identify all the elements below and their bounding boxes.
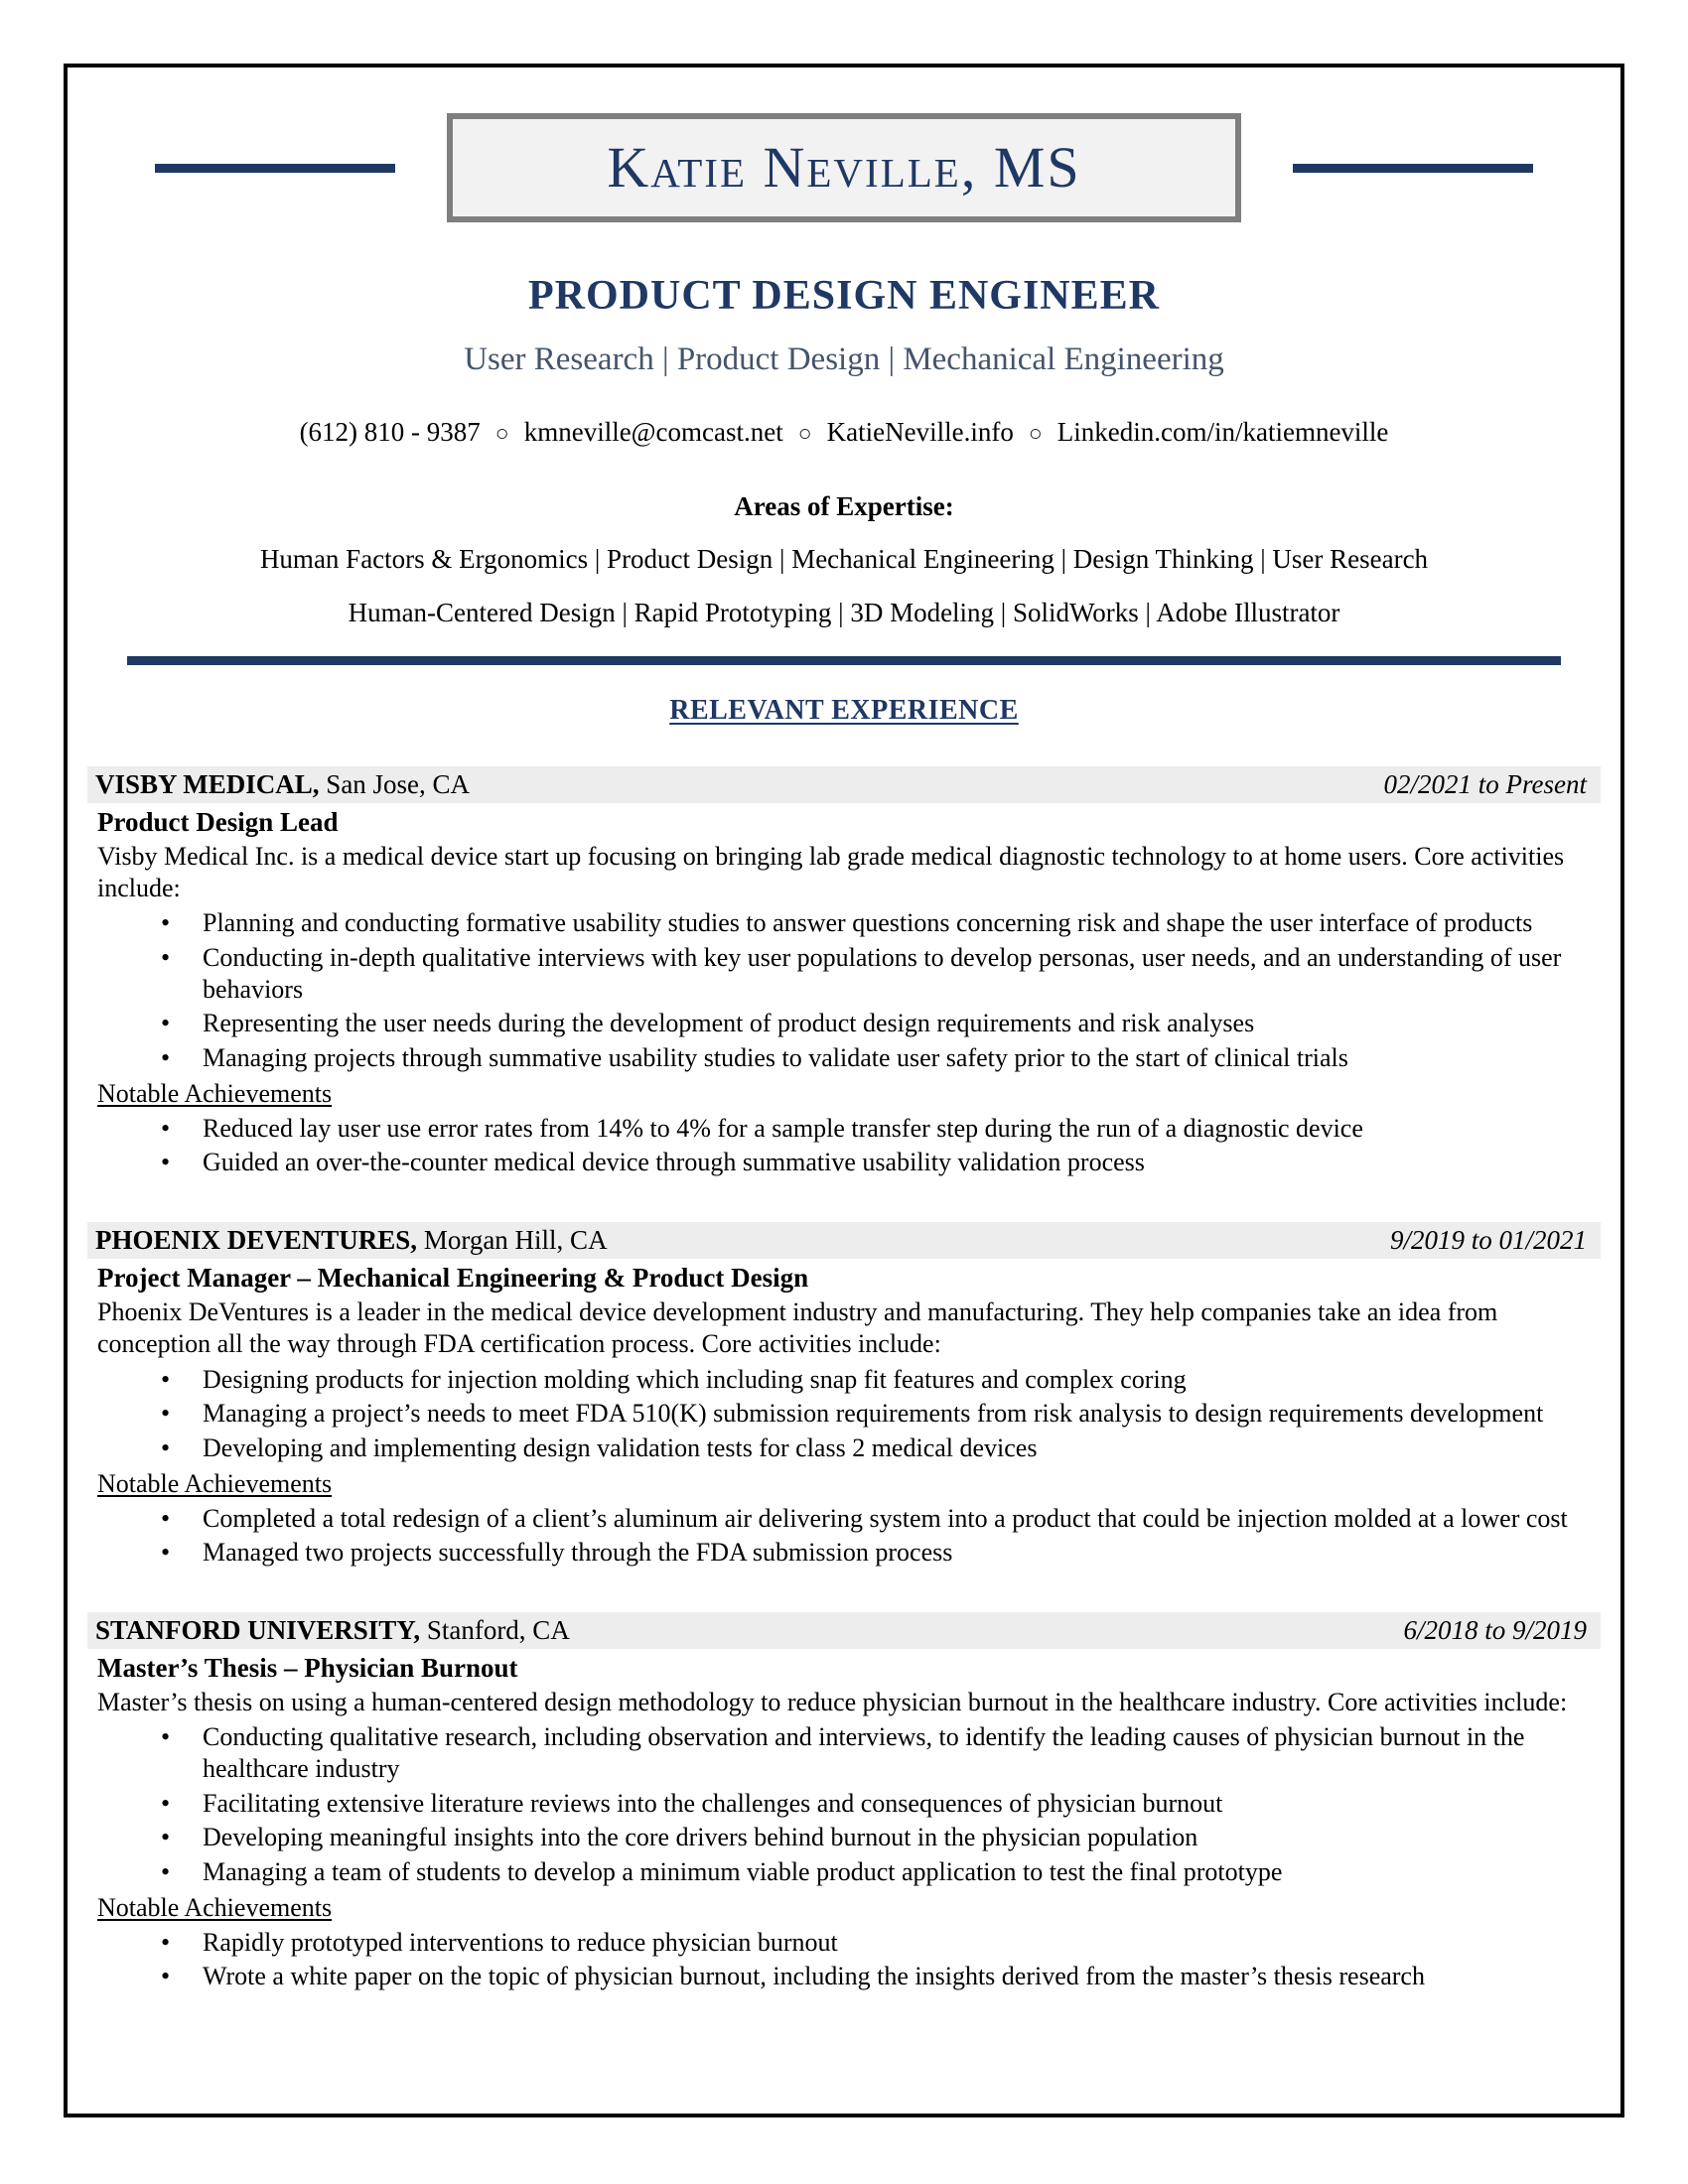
achievement-item: • Reduced lay user use error rates from 14% to 4% for a sample transfer step during the run of a diagnostic device — [97, 1113, 1591, 1145]
achievements-list — [97, 1113, 1591, 1178]
job-dates: 02/2021 to Present — [1383, 768, 1587, 799]
job-role: Master’s Thesis – Physician Burnout — [97, 1653, 518, 1683]
name-box — [447, 113, 1241, 222]
bullet-item: • Conducting in-depth qualitative interviews with key user populations to develop personas, user needs, and an understanding of user behaviors — [97, 942, 1591, 1005]
header — [97, 113, 1591, 222]
expertise-line-1: Human Factors & Ergonomics | Product Design | Mechanical Engineering | Design Thinking | User Research — [259, 544, 1429, 575]
expertise-heading: Areas of Expertise: — [734, 491, 954, 522]
company-name: PHOENIX DEVENTURES, — [95, 1225, 418, 1256]
job-dates: 9/2019 to 01/2021 — [1389, 1225, 1587, 1256]
company-location: Stanford, CA — [426, 1614, 570, 1645]
bullet-item: • Representing the user needs during the development of product design requirements and risk analyses — [97, 1008, 1591, 1039]
achievement-item: • Wrote a white paper on the topic of physician burnout, including the insights derived from the master’s thesis research — [97, 1961, 1591, 1992]
specialties-subtitle: User Research | Product Design | Mechanical Engineering — [464, 341, 1224, 378]
expertise-line-2: Human-Centered Design | Rapid Prototyping | 3D Modeling | SolidWorks | Adobe Illustrator — [348, 597, 1340, 627]
header-rule-left — [155, 164, 395, 173]
company-name: STANFORD UNIVERSITY, — [95, 1614, 421, 1645]
circle-separator-icon: ○ — [797, 421, 812, 447]
notable-achievements-label: Notable Achievements — [97, 1078, 333, 1108]
job-bullet-list — [97, 1721, 1591, 1888]
job-section-phoenix-deventures — [97, 1222, 1591, 1569]
bullet-item: • Planning and conducting formative usability studies to answer questions concerning risk and shape the user interface of products — [97, 907, 1591, 939]
company-line — [95, 769, 470, 800]
job-section-visby-medical — [97, 766, 1591, 1178]
bullet-item: • Conducting qualitative research, including observation and interviews, to identify the leading causes of physician burnout in the healthcare industry — [97, 1721, 1591, 1784]
bullet-item: • Managing projects through summative usability studies to validate user safety prior to the start of clinical trials — [97, 1042, 1591, 1074]
job-dates: 6/2018 to 9/2019 — [1403, 1614, 1587, 1645]
job-bullet-list — [97, 1364, 1591, 1464]
achievement-item: • Completed a total redesign of a client’s aluminum air delivering system into a product that could be injection molded at a lower cost — [97, 1503, 1591, 1535]
notable-achievements-label: Notable Achievements — [97, 1468, 333, 1498]
company-location: Morgan Hill, CA — [423, 1225, 608, 1256]
bullet-item: • Developing meaningful insights into the core drivers behind burnout in the physician population — [97, 1822, 1591, 1853]
linkedin-url: Linkedin.com/in/katiemneville — [1056, 417, 1389, 448]
bullet-item: • Managing a project’s needs to meet FDA 510(K) submission requirements from risk analysis to design requirements development — [97, 1398, 1591, 1430]
achievement-item: • Guided an over-the-counter medical device through summative usability validation process — [97, 1147, 1591, 1178]
job-role: Product Design Lead — [97, 806, 339, 837]
achievement-item: • Managed two projects successfully through the FDA submission process — [97, 1537, 1591, 1569]
resume-page — [64, 64, 1624, 2117]
achievements-list — [97, 1503, 1591, 1569]
website-url: KatieNeville.info — [826, 417, 1014, 448]
job-summary: Phoenix DeVentures is a leader in the medical device development industry and manufacturing. They help companies take an idea from conception all the way through FDA certification process. Core activities include: — [97, 1297, 1498, 1359]
section-heading: RELEVANT EXPERIENCE — [669, 694, 1019, 726]
bullet-item: • Designing products for injection molding which including snap fit features and complex coring — [97, 1364, 1591, 1396]
job-header-band — [87, 1612, 1601, 1649]
circle-separator-icon: ○ — [494, 421, 509, 447]
job-section-stanford-university — [97, 1612, 1591, 1992]
company-line — [95, 1225, 608, 1256]
achievements-list — [97, 1927, 1591, 1992]
job-role: Project Manager – Mechanical Engineering & Product Design — [97, 1263, 809, 1294]
phone-number: (612) 810 - 9387 — [299, 417, 481, 448]
notable-achievements-label: Notable Achievements — [97, 1892, 333, 1922]
job-header-band — [87, 1222, 1601, 1259]
job-header-band — [87, 766, 1601, 803]
bullet-item: • Facilitating extensive literature reviews into the challenges and consequences of physician burnout — [97, 1788, 1591, 1820]
job-bullet-list — [97, 907, 1591, 1074]
job-summary: Visby Medical Inc. is a medical device start up focusing on bringing lab grade medical diagnostic technology to at home users. Core activities include: — [97, 841, 1565, 903]
job-title: PRODUCT DESIGN ENGINEER — [528, 273, 1160, 319]
bullet-item: • Developing and implementing design validation tests for class 2 medical devices — [97, 1433, 1591, 1464]
header-rule-right — [1293, 164, 1533, 173]
job-summary: Master’s thesis on using a human-centered design methodology to reduce physician burnout in the healthcare industry. Core activities include: — [97, 1688, 1568, 1717]
bullet-item: • Managing a team of students to develop a minimum viable product application to test the final prototype — [97, 1856, 1591, 1888]
circle-separator-icon: ○ — [1028, 421, 1043, 447]
company-location: San Jose, CA — [326, 768, 471, 799]
company-name: VISBY MEDICAL, — [95, 768, 320, 799]
candidate-name: Katie Neville, MS — [607, 135, 1081, 200]
section-divider-rule — [127, 656, 1561, 665]
email-address: kmneville@comcast.net — [523, 417, 783, 448]
contact-row — [97, 417, 1591, 448]
company-line — [95, 1615, 570, 1646]
achievement-item: • Rapidly prototyped interventions to reduce physician burnout — [97, 1927, 1591, 1959]
